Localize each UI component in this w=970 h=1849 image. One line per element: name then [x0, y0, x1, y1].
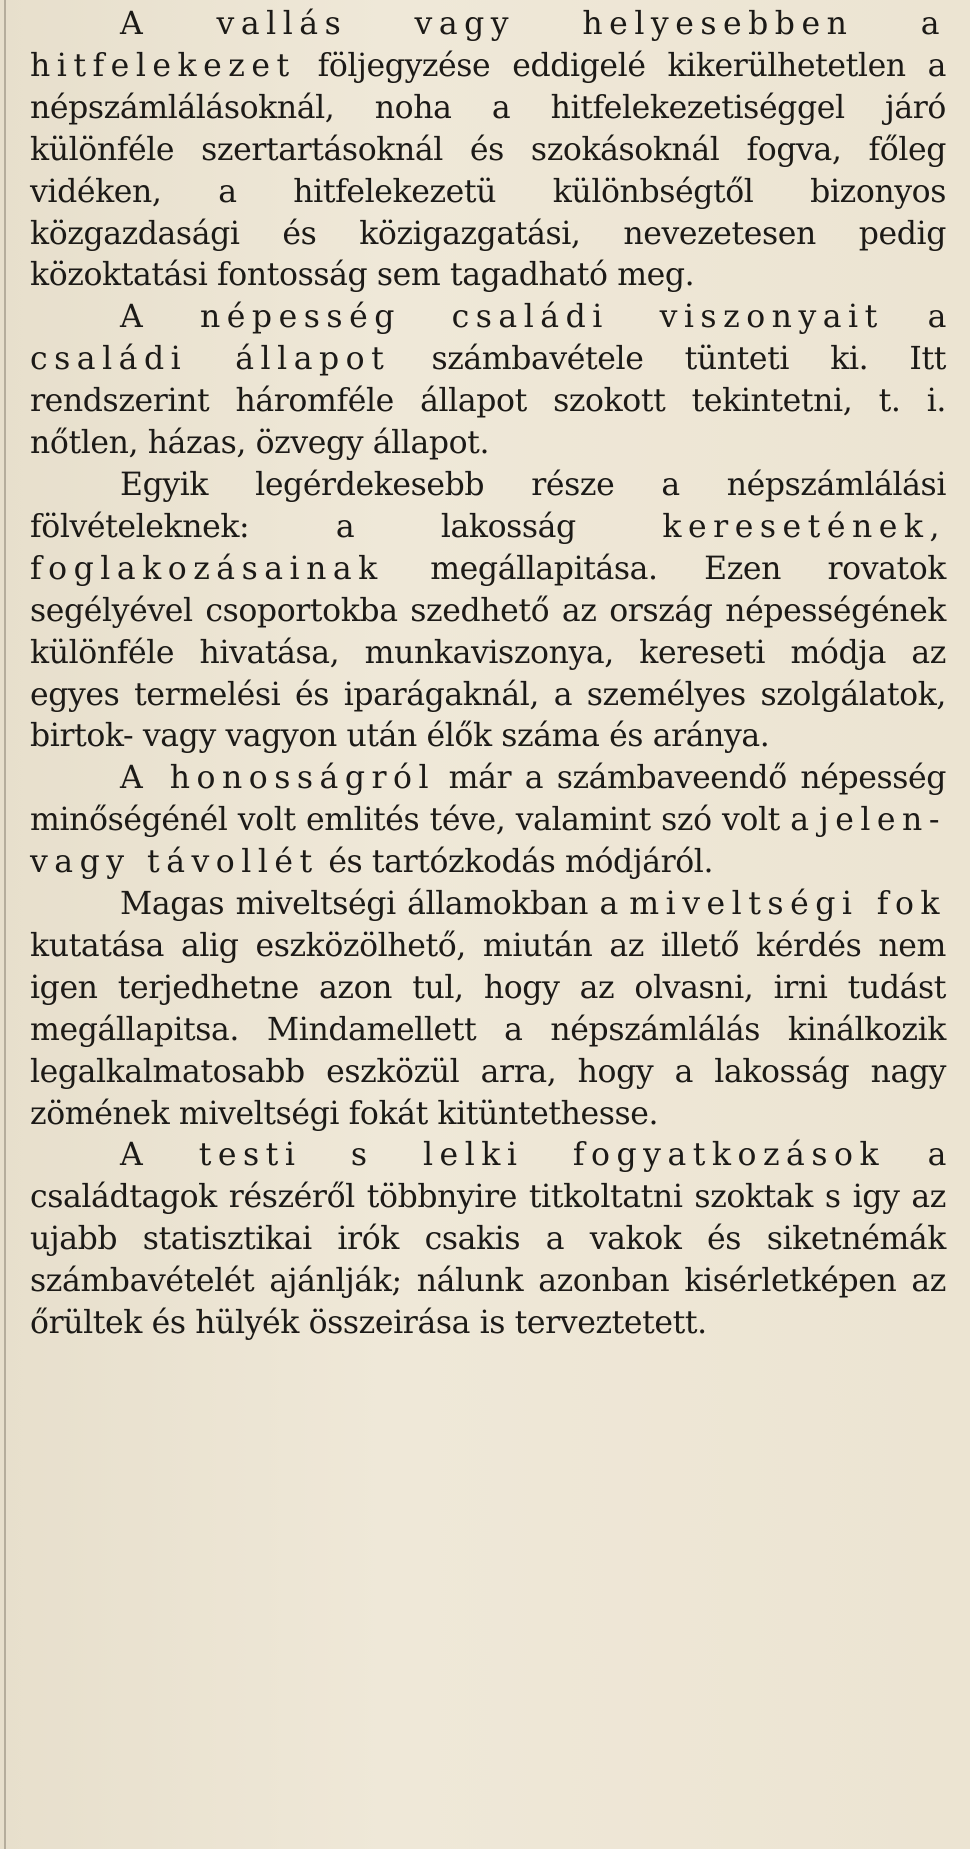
paragraph-family-status [30, 297, 946, 465]
spaced-term: keresetének, foglakozásainak [30, 508, 946, 587]
paragraph-religion [30, 4, 946, 297]
spaced-term: A testi s lelki fogyatkozások [120, 1137, 886, 1174]
text-segment: és tartózkodás módjáról. [318, 844, 714, 881]
text-segment: följegyzése eddigelé kikerülhetetlen a népszámlálásoknál, noha a hitfelekezetiséggel járó különféle szertartásoknál és szokásoknál fogva, főleg vidéken, a hitfelekezetü különbségtől bizonyos közgazdasági és közigazgatási, nevezetesen pedig közoktatási fontosság sem tagadható meg. [30, 47, 946, 294]
spaced-term: A népesség családi viszonyait [120, 299, 884, 336]
text-segment: Magas miveltségi államokban a [120, 886, 630, 923]
text-segment: megállapitása. Ezen rovatok segélyével csoportokba szedhető az ország népességének különféle hivatása, munkaviszonya, kereseti módja az egyes termelési és iparágaknál, a személyes szolgálatok, birtok- vagy vagyon után élők száma és aránya. [30, 550, 946, 755]
text-segment: A vallás vagy helyesebben a [120, 6, 946, 42]
paragraph-citizenship [30, 758, 946, 884]
text-segment: már a számbaveendő népesség minőségénél volt emlités téve, valamint szó volt a [30, 760, 947, 839]
spaced-term: miveltségi fok [629, 886, 947, 923]
text-segment: a családtagok részéről többnyire titkoltatni szoktak s igy az ujabb statisztikai irók csakis a vakok és siketnémák számbavételét ajánlják; nálunk azonban kisérletképen az őrültek és hülyék összeirása is terveztetett. [30, 1137, 946, 1342]
spaced-term: jelen- vagy távollét [30, 802, 946, 881]
text-segment: kutatása alig eszközölhető, miután az illető kérdés nem igen terjedhetne azon tul, hogy az olvasni, irni tudást megállapitsa. Mindamellett a népszámlálás kinálkozik legalkalmatosabb eszközül arra, hogy a lakosság nagy zömének miveltségi fokát kitüntethesse. [30, 927, 946, 1132]
spaced-term: családi állapot [30, 341, 391, 378]
spaced-term: hitfelekezet [30, 47, 296, 84]
text-segment: Egyik legérdekesebb része a népszámlálási fölvételeknek: a lakosság [30, 466, 946, 545]
paragraph-occupation [30, 465, 946, 758]
paragraph-education [30, 884, 946, 1135]
text-segment: számbavétele tünteti ki. Itt rendszerint háromféle állapot szokott tekintetni, t. i. nőtlen, házas, özvegy állapot. [30, 341, 946, 462]
paragraph-disabilities [30, 1135, 946, 1345]
text-segment: a [883, 299, 947, 336]
column-rule [4, 0, 6, 1849]
spaced-term: A honosságról [120, 760, 436, 797]
